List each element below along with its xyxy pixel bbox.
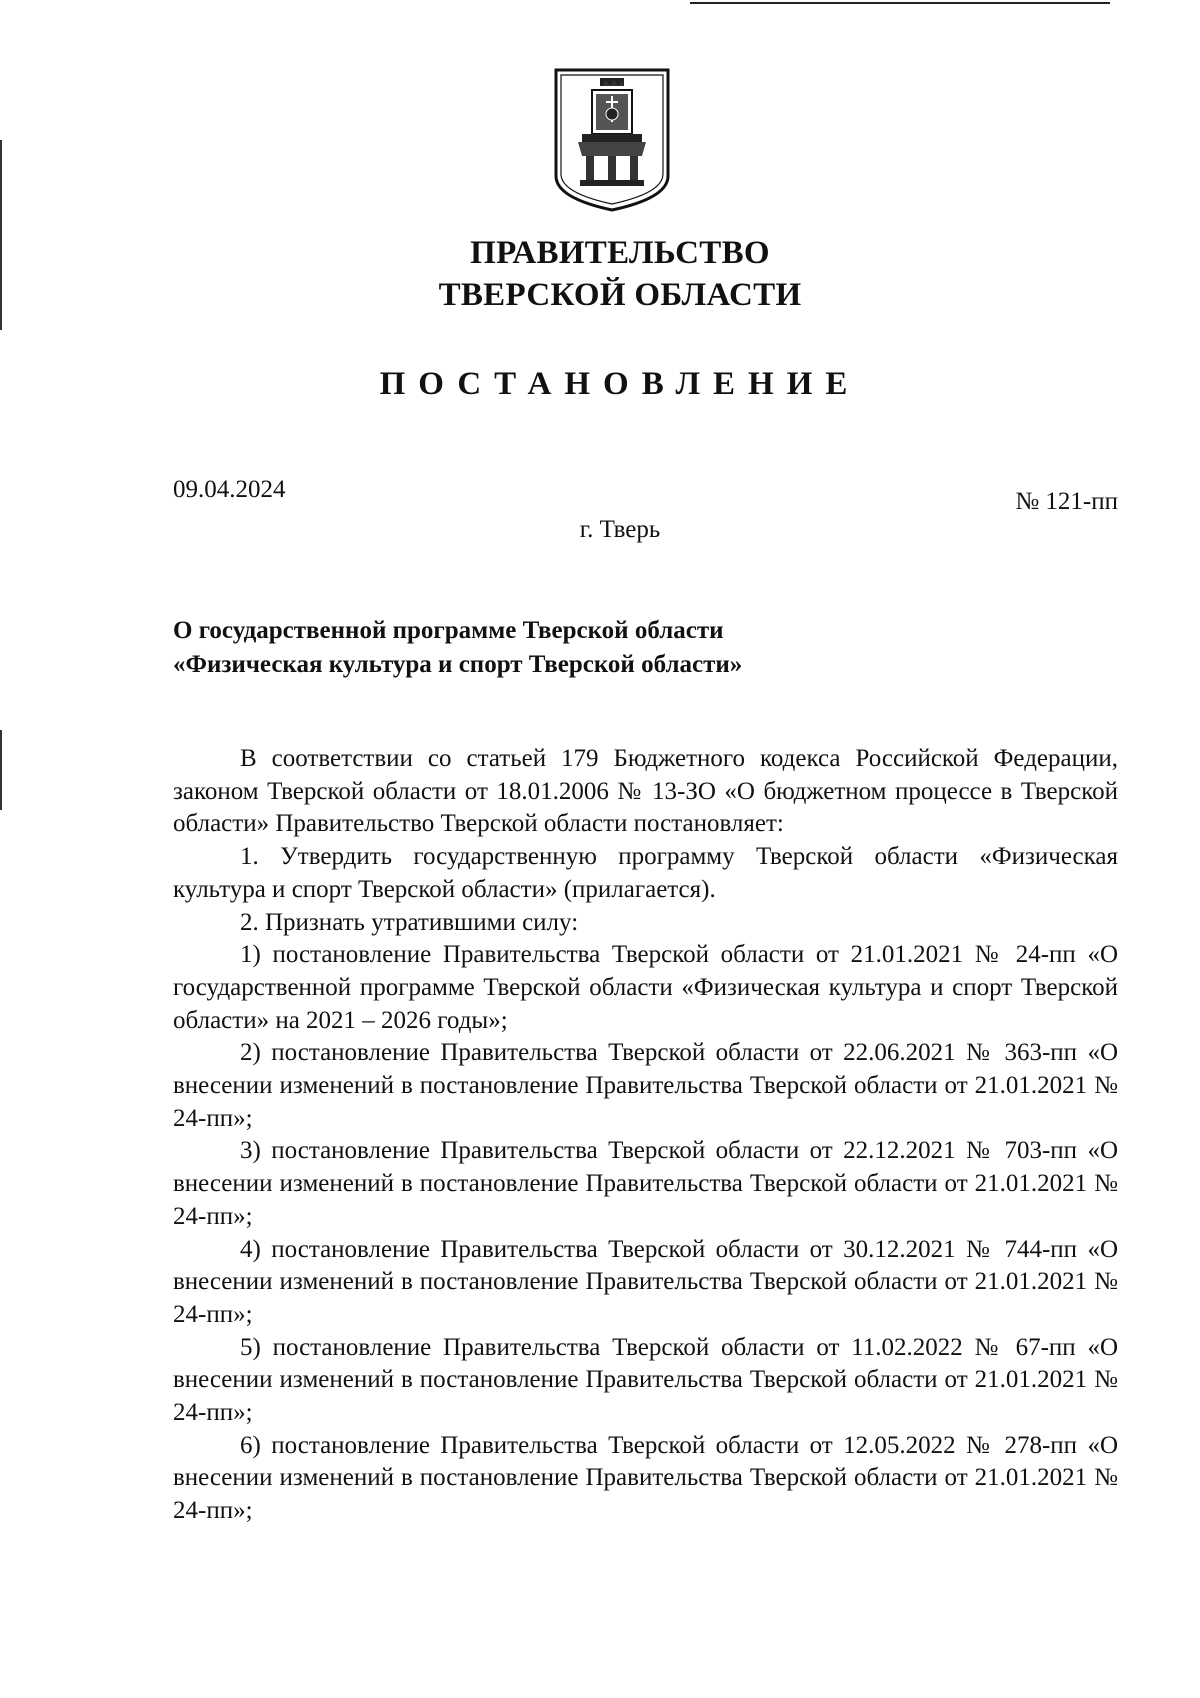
document-number: № 121-пп	[1015, 488, 1118, 515]
document-date: 09.04.2024	[173, 476, 286, 503]
subject-line: «Физическая культура и спорт Тверской области»	[173, 651, 743, 678]
subitem-paragraph: 5) постановление Правительства Тверской области от 11.02.2022 № 67-пп «О внесении изменений в постановление Правительства Тверской области от 21.01.2021 № 24-пп»;	[173, 1333, 1118, 1427]
organization-name: ПРАВИТЕЛЬСТВО	[470, 235, 770, 271]
document-body	[173, 743, 1118, 1528]
scan-edge-line	[0, 730, 2, 810]
organization-region: ТВЕРСКОЙ ОБЛАСТИ	[438, 277, 802, 313]
tver-coat-of-arms-icon	[552, 66, 672, 214]
subitem-paragraph: 4) постановление Правительства Тверской области от 30.12.2021 № 744-пп «О внесении изменений в постановление Правительства Тверской области от 21.01.2021 № 24-пп»;	[173, 1235, 1118, 1328]
subitem-paragraph: 6) постановление Правительства Тверской области от 12.05.2022 № 278-пп «О внесении изменений в постановление Правительства Тверской области от 21.01.2021 № 24-пп»;	[173, 1431, 1118, 1525]
document-subject	[173, 614, 1123, 682]
subitem-paragraph: 3) постановление Правительства Тверской области от 22.12.2021 № 703-пп «О внесении изменений в постановление Правительства Тверской области от 21.01.2021 № 24-пп»;	[173, 1137, 1118, 1230]
subitem-paragraph: 1) постановление Правительства Тверской области от 21.01.2021 № 24-пп «О государственной программе Тверской области «Физическая культура и спорт Тверской области» на 2021 – 2026 годы»;	[173, 941, 1118, 1034]
document-type-title: ПОСТАНОВЛЕНИЕ	[379, 366, 861, 402]
subitem-paragraph: 2) постановление Правительства Тверской области от 22.06.2021 № 363-пп «О внесении изменений в постановление Правительства Тверской области от 21.01.2021 № 24-пп»;	[173, 1039, 1118, 1132]
scan-edge-line	[690, 2, 1110, 4]
document-city: г. Тверь	[579, 516, 661, 543]
preamble-paragraph: В соответствии со статьей 179 Бюджетного кодекса Российской Федерации, законом Тверской области от 18.01.2006 № 13-ЗО «О бюджетном процессе в Тверской области» Правительство Тверской области постановляет:	[173, 745, 1118, 838]
subject-line: О государственной программе Тверской области	[173, 617, 724, 644]
item-paragraph: 2. Признать утратившими силу:	[240, 908, 579, 936]
item-paragraph: 1. Утвердить государственную программу Тверской области «Физическая культура и спорт Тверской области» (прилагается).	[173, 843, 1118, 903]
